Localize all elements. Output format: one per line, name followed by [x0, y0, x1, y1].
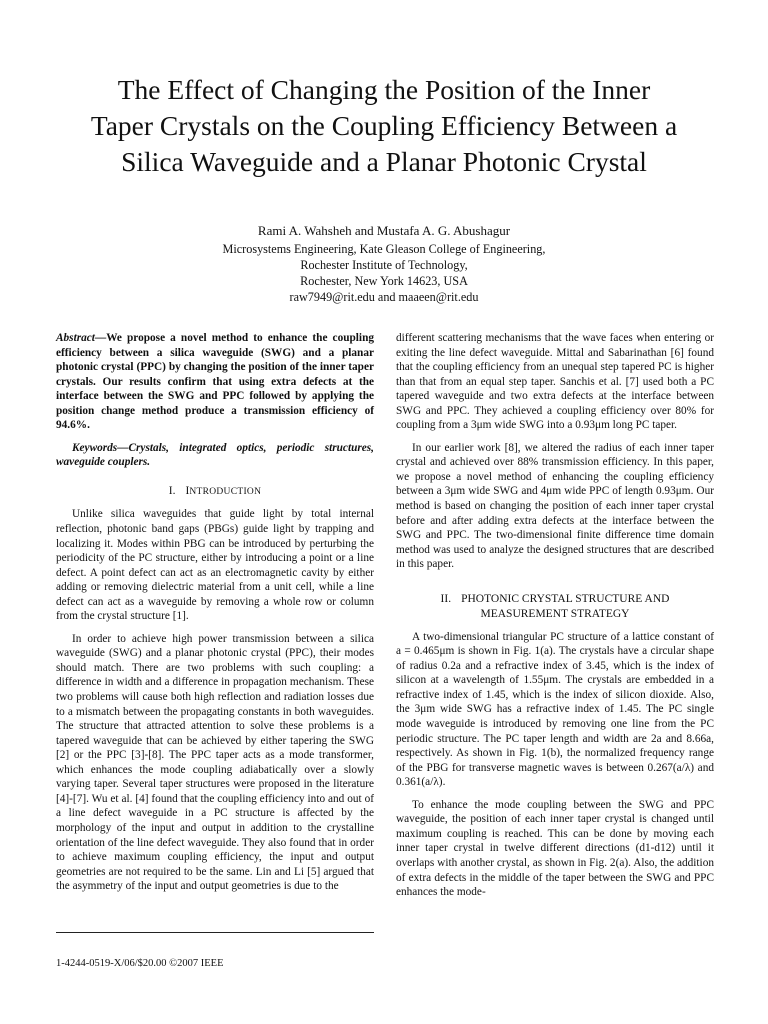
- section-heading-structure: [396, 592, 714, 622]
- copyright-footer: 1-4244-0519-X/06/$20.00 ©2007 IEEE: [56, 958, 224, 969]
- section-heading-introduction: [56, 484, 374, 500]
- abstract: [56, 331, 374, 433]
- abstract-dash: —: [94, 332, 107, 344]
- affiliation-line: Microsystems Engineering, Kate Gleason College of Engineering,: [222, 242, 546, 256]
- abstract-label: Abstract: [56, 332, 95, 344]
- left-column: [56, 331, 374, 902]
- intro-paragraph: Unlike silica waveguides that guide light by total internal reflection, photonic band gaps (PBGs) guide light by trapping and localizing it. Modes within PBG can be introduced by perturbing the periodicity of the PC structure, either by introducing a point or a line defect. A point defect can act as an electromagnetic cavity by either adding or removing dielectric material from a unit cell, while a line defect can act as a waveguide by removing a whole row or column from the crystal structure [1].: [56, 508, 374, 623]
- right-column: [396, 331, 714, 908]
- intro-paragraph: In our earlier work [8], we altered the radius of each inner taper crystal and achieved over 88% transmission efficiency. In this paper, we propose a novel method of enhancing the coupling efficiency between a 3μm wide SWG and 4μm wide PPC of length 0.93μm. Our method is based on changing the position of each inner taper crystal before and after adding extra defects at the interface between the SWG and PPC. The two-dimensional finite difference time domain method was used to analyze the designed structures that are described in this paper.: [396, 441, 714, 571]
- keywords-dash: —: [117, 441, 129, 454]
- title-line: The Effect of Changing the Position of the Inner: [117, 74, 651, 105]
- section-title-line: PHOTONIC CRYSTAL STRUCTURE AND: [461, 592, 670, 605]
- section-first-letter: I: [185, 484, 190, 497]
- author-names: Rami A. Wahsheh and Mustafa A. G. Abushagur: [257, 223, 511, 238]
- title-line: Taper Crystals on the Coupling Efficiency Between a: [90, 110, 678, 141]
- section-title-line: MEASUREMENT STRATEGY: [480, 607, 630, 620]
- keywords-text: Crystals, integrated optics, periodic structures, waveguide couplers.: [56, 441, 374, 469]
- section-number: I.: [168, 484, 176, 497]
- structure-paragraph: To enhance the mode coupling between the SWG and PPC waveguide, the position of each inner taper crystal is changed until maximum coupling is reached. This can be done by moving each inner taper crystal in twelve different directions (d1-d12) until it overlaps with another crystal, as shown in Fig. 2(a). Also, the addition of extra defects in the middle of the taper between the SWG and PPC enhances the mode-: [396, 798, 714, 899]
- affiliation-line: Rochester, New York 14623, USA: [300, 274, 468, 288]
- footnote-rule: [56, 932, 374, 933]
- section-title-rest: NTRODUCTION: [189, 486, 262, 497]
- author-block: [40, 223, 728, 305]
- structure-paragraph: A two-dimensional triangular PC structure of a lattice constant of a = 0.465μm is shown in Fig. 1(a). The crystals have a circular shape of radius 0.2a and a refractive index of 3.45, which is the index of silicon at a wavelength of 1.55μm. The crystals are embedded in a refractive index of 1.45, which is the index of silicon dioxide. Also, the 3μm wide SWG has a refractive index of 1.45. The PC single mode waveguide is introduced by removing one line from the PC periodic structure. The PC taper length and width are 2a and 8.66a, respectively. As shown in Fig. 1(b), the normalized frequency range of the PBG for transverse magnetic waves is between 0.267(a/λ) and 0.361(a/λ).: [396, 630, 714, 789]
- keywords-label: Keywords: [72, 441, 118, 454]
- title-line: Silica Waveguide and a Planar Photonic Crystal: [121, 146, 647, 177]
- paper-title: [40, 72, 728, 180]
- intro-paragraph: In order to achieve high power transmission between a silica waveguide (SWG) and a planar photonic crystal (PPC), their modes should match. There are two problems with such coupling: a difference in width and a difference in propagation mechanism. These two problems will cause both high reflection and radiation losses due to a mismatch between the propagating constants in both waveguides. The structure that attracted attention to solve these problems is a tapered waveguide that can be achieved by either tapering the SWG [2] or the PPC [3]-[8]. The PPC taper acts as a mode transformer, which enhances the mode coupling adiabatically over a slowly varying taper. Several taper structures were proposed in the literature [4]-[7]. Wu et al. [4] found that the coupling efficiency into and out of a line defect waveguide in a PC structure is affected by the morphology of the input and output in addition to the crystalline orientation of the line defect waveguide. They also found that in order to achieve maximum coupling efficiency, the input and output geometries are not required to be the same. Lin and Li [5] argued that the asymmetry of the input and output geometries is due to the: [56, 632, 374, 893]
- affiliation-line: Rochester Institute of Technology,: [300, 258, 468, 272]
- intro-continuation: different scattering mechanisms that the wave faces when entering or exiting the line defect waveguide. Mittal and Sabarinathan [6] found that the coupling efficiency from an unequal step tapered PC is higher than that from an equal step taper. Sanchis et al. [7] used both a PC tapered waveguide and two extra defects at the interface between SWG and PPC. They achieved a coupling efficiency over 80% for coupling from a 3μm wide SWG into a 0.93μm long PC taper.: [396, 332, 714, 432]
- abstract-text: We propose a novel method to enhance the coupling efficiency between a silica waveguide (SWG) and a planar photonic crystal (PPC) by changing the position of the inner taper crystals. Our results confirm that using extra defects at the interface between the SWG and PPC followed by applying the position change method produce a transmission efficiency of 94.6%.: [56, 332, 374, 432]
- keywords: [56, 441, 374, 470]
- author-emails: raw7949@rit.edu and maaeen@rit.edu: [289, 290, 479, 304]
- section-number: II.: [440, 592, 452, 605]
